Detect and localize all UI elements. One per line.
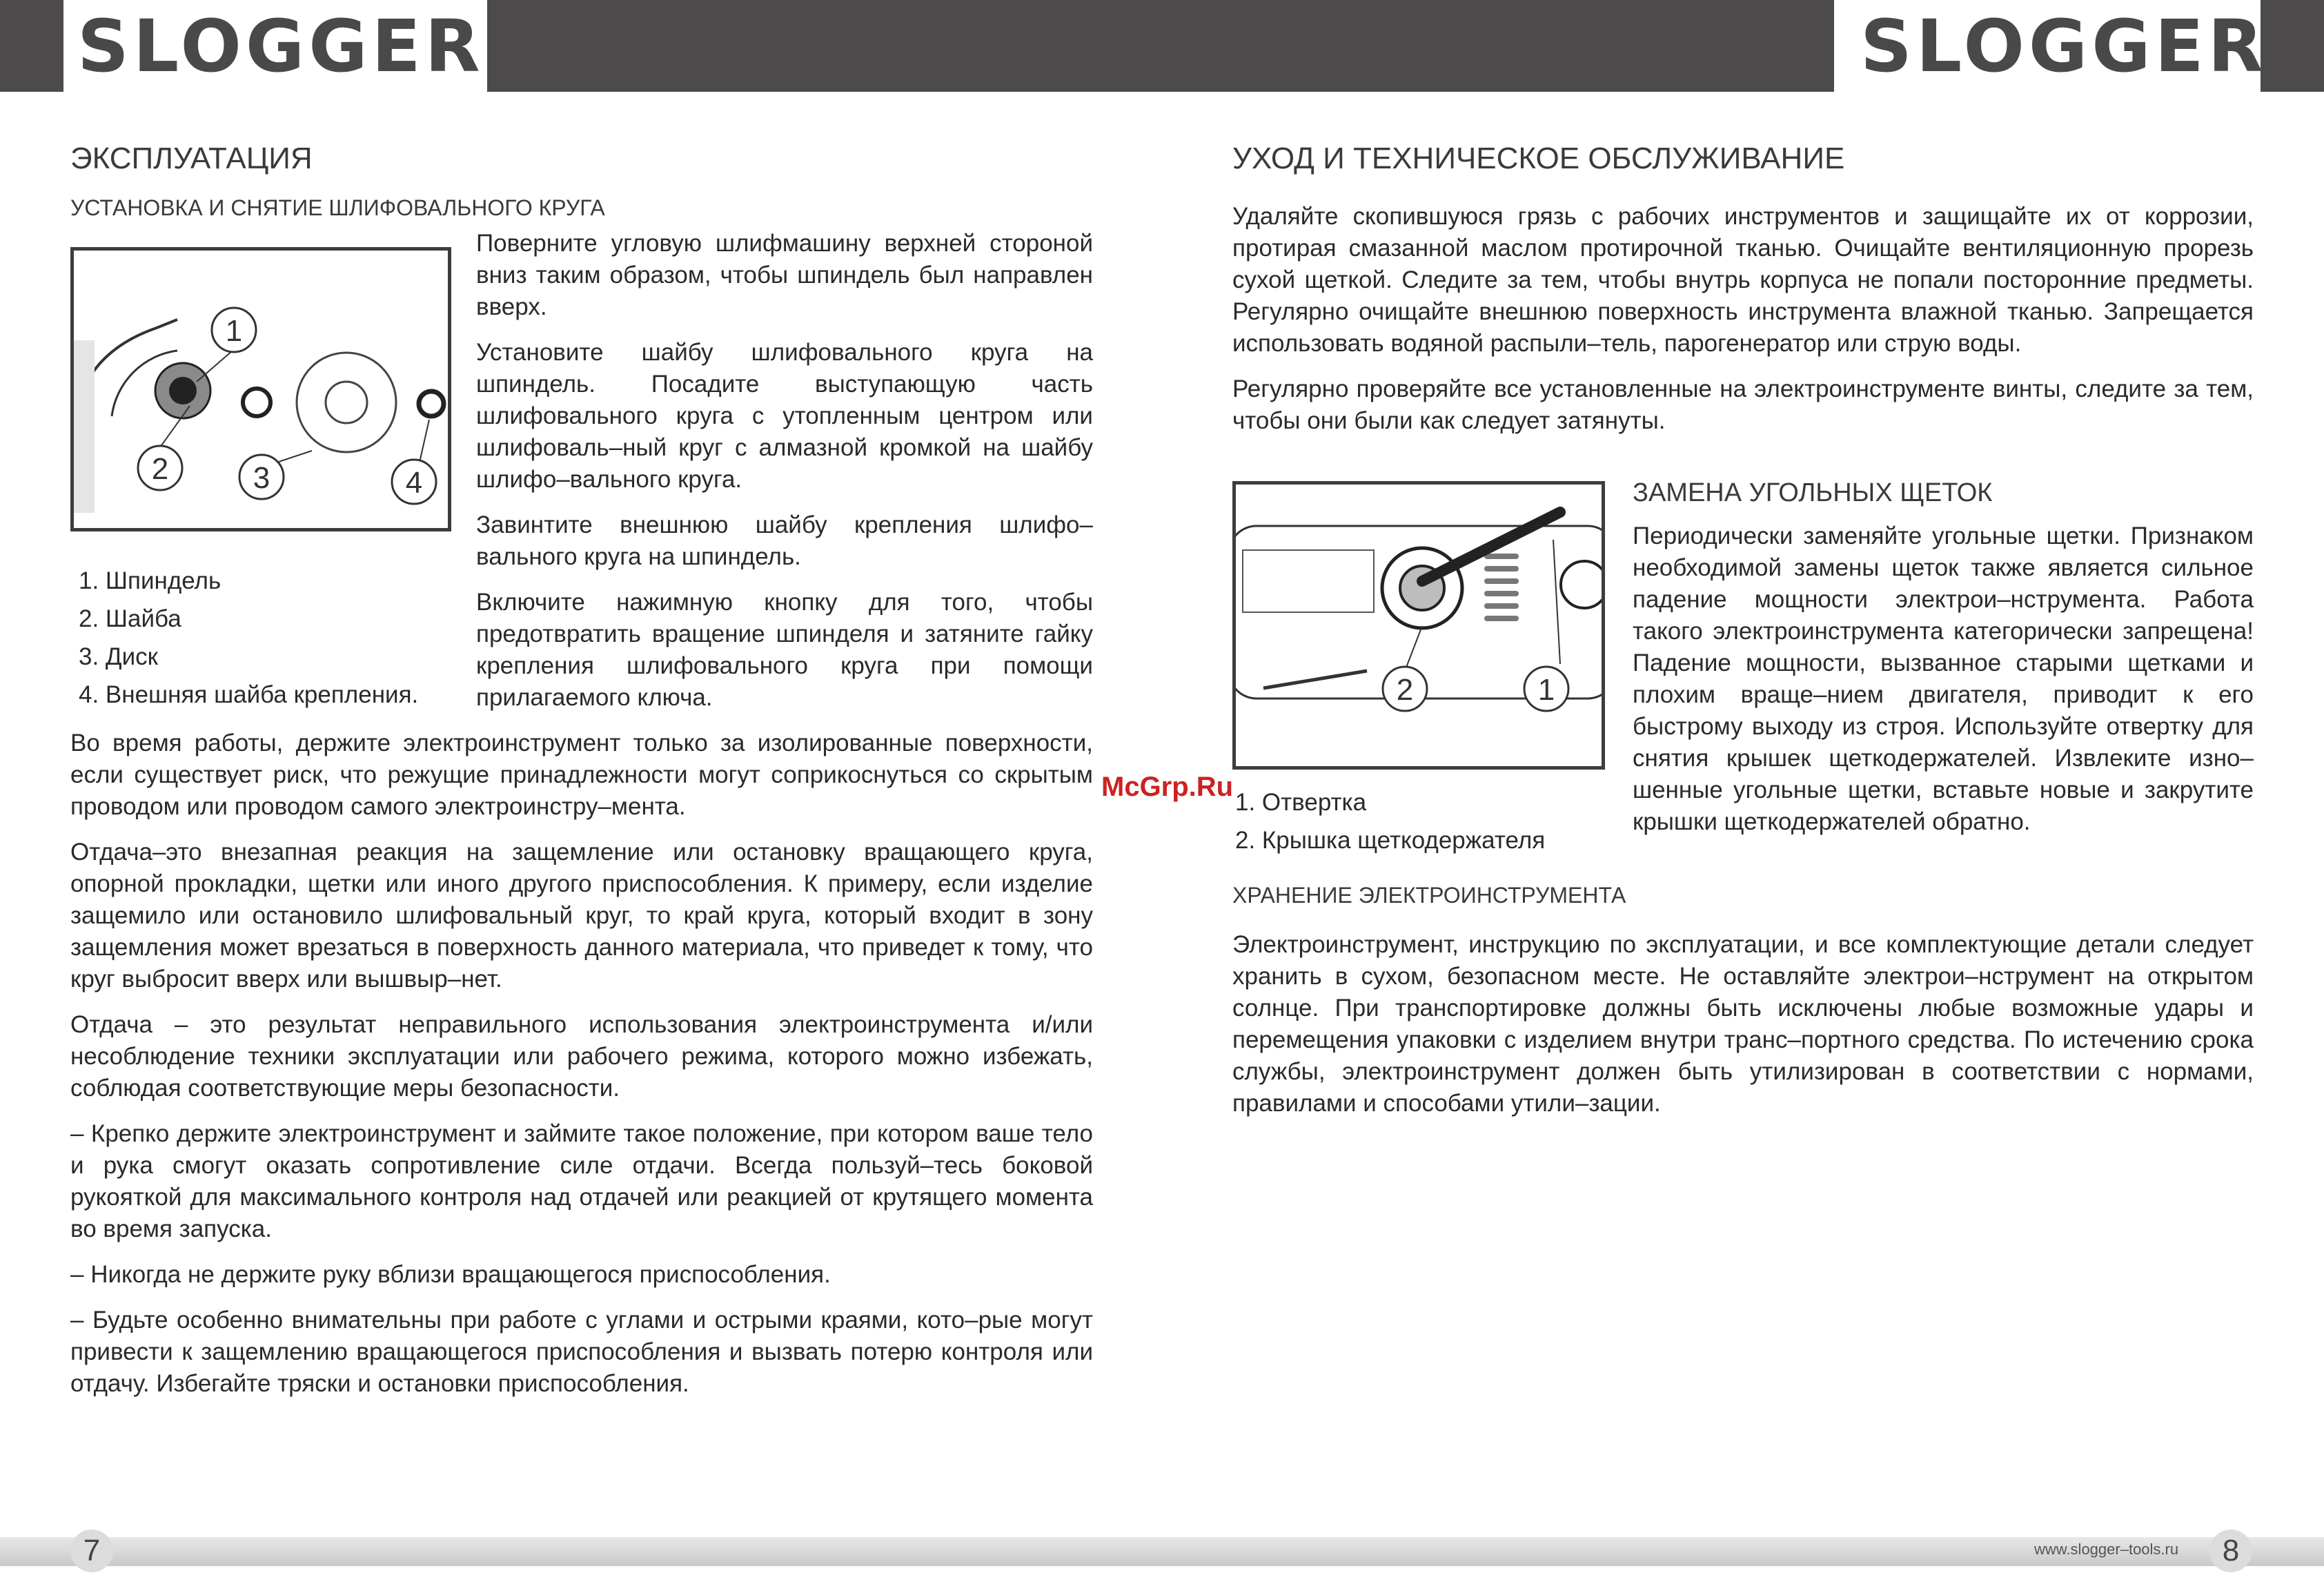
left-page-subtitle: УСТАНОВКА И СНЯТИЕ ШЛИФОВАЛЬНОГО КРУГА bbox=[70, 195, 605, 220]
callout-1-label: 1 bbox=[225, 314, 243, 348]
right-page bbox=[1232, 141, 2254, 1133]
header-bar-left bbox=[0, 0, 63, 92]
washer-part bbox=[243, 389, 270, 416]
wheel-figure bbox=[70, 247, 451, 531]
wheel-figure-section bbox=[70, 230, 1093, 727]
callout-2-label: 2 bbox=[1396, 673, 1414, 707]
website-url[interactable]: www.slogger–tools.ru bbox=[2034, 1541, 2179, 1558]
instruction-paragraph: Поверните угловую шлифмашину верхней стороной вниз таким образом, чтобы шпиндель был направлен вверх. bbox=[476, 230, 1093, 320]
footer-bar bbox=[0, 1537, 2324, 1566]
callout-2 bbox=[138, 446, 182, 490]
callout-2-label: 2 bbox=[151, 452, 169, 486]
body-paragraph: Отдача – это результат неправильного использования электроинструмента и/или несоблюдение техники эксплуатации или рабочего режима, которого можно избежать, соблюдая соответствующие меры безопасности. bbox=[70, 1011, 1093, 1102]
grinder-brush-illustration bbox=[1236, 485, 1602, 766]
brush-section bbox=[1232, 478, 2254, 859]
wheel-parts-list bbox=[79, 562, 451, 714]
wheel-instructions bbox=[476, 228, 1093, 727]
storage-title: ХРАНЕНИЕ ЭЛЕКТРОИНСТРУМЕНТА bbox=[1232, 883, 1626, 908]
brush-part-caption: 2. Крышка щеткодержателя bbox=[1235, 827, 1546, 854]
disc-center bbox=[326, 382, 367, 423]
brush-section-title: ЗАМЕНА УГОЛЬНЫХ ЩЕТОК bbox=[1633, 478, 1993, 507]
wheel-part-caption: 3. Диск bbox=[79, 643, 158, 670]
care-paragraph: Удаляйте скопившуюся грязь с рабочих инструментов и защищайте их от коррозии, протирая смазанной маслом протирочной тканью. Очищайте вентиляционную прорезь сухой щеткой. Следите за тем, чтобы внутрь корпуса не попали посторонние предметы. Регулярно очищайте внешнюю поверхность инструмента влажной тканью. Запрещается использовать водяной распыли–тель, парогенератор или струю воды. bbox=[1232, 203, 2254, 357]
watermark: McGrp.Ru bbox=[1101, 772, 1234, 802]
brush-part-caption: 1. Отвертка bbox=[1235, 789, 1367, 816]
right-page-title: УХОД И ТЕХНИЧЕСКОЕ ОБСЛУЖИВАНИЕ bbox=[1232, 141, 1845, 175]
care-paragraph: Регулярно проверяйте все установленные на электроинструменте винты, следите за тем, чтобы они были как следует затянуты. bbox=[1232, 375, 2254, 434]
outer-washer-part bbox=[419, 391, 444, 416]
callout-line-1 bbox=[197, 351, 233, 382]
logo-right: SLOGGER bbox=[1860, 4, 2267, 88]
callout-1-label: 1 bbox=[1537, 673, 1555, 707]
grinder-body bbox=[74, 340, 95, 513]
wheel-part-caption: 4. Внешняя шайба крепления. bbox=[79, 681, 419, 708]
left-page bbox=[70, 141, 1093, 1414]
callout-4 bbox=[392, 460, 436, 504]
instruction-paragraph: Включите нажимную кнопку для того, чтобы предотвратить вращение шпинделя и затяните гайку крепления шлифовального круга при помощи прилагаемого ключа. bbox=[476, 589, 1093, 711]
front-cap bbox=[1561, 561, 1602, 608]
header-bar-middle bbox=[487, 0, 1834, 92]
body-paragraph: – Никогда не держите руку вблизи вращающегося приспособления. bbox=[70, 1261, 831, 1288]
body-paragraph: Во время работы, держите электроинструмент только за изолированные поверхности, если существует риск, что режущие принадлежности могут соприкоснуться со скрытым проводом или проводом самого электроинстру–мента. bbox=[70, 730, 1093, 820]
body-paragraph: Отдача–это внезапная реакция на защемление или остановку вращающего круга, опорной прокладки, щетки или иного другого приспособления. К примеру, если изделие защемило или остановило шлифовальный круг, то край круга, который входит в зону защемления может врезаться в поверхность данного материала, что приведет к тому, что круг выбросит вверх или вышвыр–нет. bbox=[70, 839, 1093, 993]
callout-1 bbox=[212, 308, 256, 352]
page-number-right: 8 bbox=[2209, 1530, 2252, 1572]
instruction-paragraph: Завинтите внешнюю шайбу крепления шлифо–вального круга на шпиндель. bbox=[476, 511, 1093, 570]
callout-2 bbox=[1383, 667, 1427, 711]
spindle-core bbox=[169, 377, 197, 404]
callout-3-label: 3 bbox=[253, 461, 270, 495]
brush-paragraph: Периодически заменяйте угольные щетки. Признаком необходимой замены щеток также является сильное падение мощности электрои–нструмента. Работа такого электроинструмента категорически запрещена! Падение мощности, вызванное старыми щетками и плохим враще–нием двигателя, приводит к его быстрому выходу из строя. Используйте отвертку для снятия крышек щеткодержателей. Извлеките изно–шенные угольные щетки, вставьте новые и закрутите крышки щеткодержателей обратно. bbox=[1633, 522, 2254, 835]
page-number-left: 7 bbox=[70, 1530, 113, 1572]
brush-parts-list bbox=[1235, 783, 1605, 859]
callout-4-label: 4 bbox=[405, 466, 423, 500]
brush-figure bbox=[1232, 481, 1605, 770]
left-page-title: ЭКСПЛУАТАЦИЯ bbox=[70, 141, 313, 175]
body-paragraph: – Будьте особенно внимательны при работе с углами и острыми краями, кото–рые могут привести к защемлению вращающегося приспособления и вызвать потерю контроля или отдачу. Избегайте тряски и остановки приспособления. bbox=[70, 1307, 1093, 1397]
wheel-part-caption: 2. Шайба bbox=[79, 605, 181, 632]
grinder-wheel-illustration bbox=[74, 251, 448, 528]
brush-figure-column bbox=[1232, 481, 1605, 859]
logo-left: SLOGGER bbox=[77, 4, 484, 88]
instruction-paragraph: Установите шайбу шлифовального круга на шпиндель. Посадите выступающую часть шлифовального круга с утопленным центром или шлифоваль–ный круг с алмазной кромкой на шайбу шлифо–вального круга. bbox=[476, 339, 1093, 493]
wheel-figure-column bbox=[70, 247, 451, 727]
safety-text bbox=[70, 727, 1093, 1400]
storage-paragraph: Электроинструмент, инструкцию по эксплуатации, и все комплектующие детали следует хранить в сухом, безопасном месте. Не оставляйте электрои–нструмент на открытом солнце. При транспортировке должны быть исключены любые возможные удары и перемещения упаковки с изделием внутри транс–портного средства. По истечению срока службы, электроинструмент должен быть утилизирован в соответствии с нормами, правилами и способами утили–зации. bbox=[1232, 931, 2254, 1117]
wheel-part-caption: 1. Шпиндель bbox=[79, 567, 221, 594]
header-bar-right bbox=[2261, 0, 2324, 92]
callout-1 bbox=[1524, 667, 1568, 711]
callout-3 bbox=[239, 455, 284, 499]
brush-instructions bbox=[1633, 478, 2254, 859]
body-paragraph: – Крепко держите электроинструмент и займите такое положение, при котором ваше тело и рука смогут оказать сопротивление силе отдачи. Всегда пользуй–тесь боковой рукояткой для максимального контроля над отдачей или реакцией от крутящего момента во время запуска. bbox=[70, 1120, 1093, 1242]
